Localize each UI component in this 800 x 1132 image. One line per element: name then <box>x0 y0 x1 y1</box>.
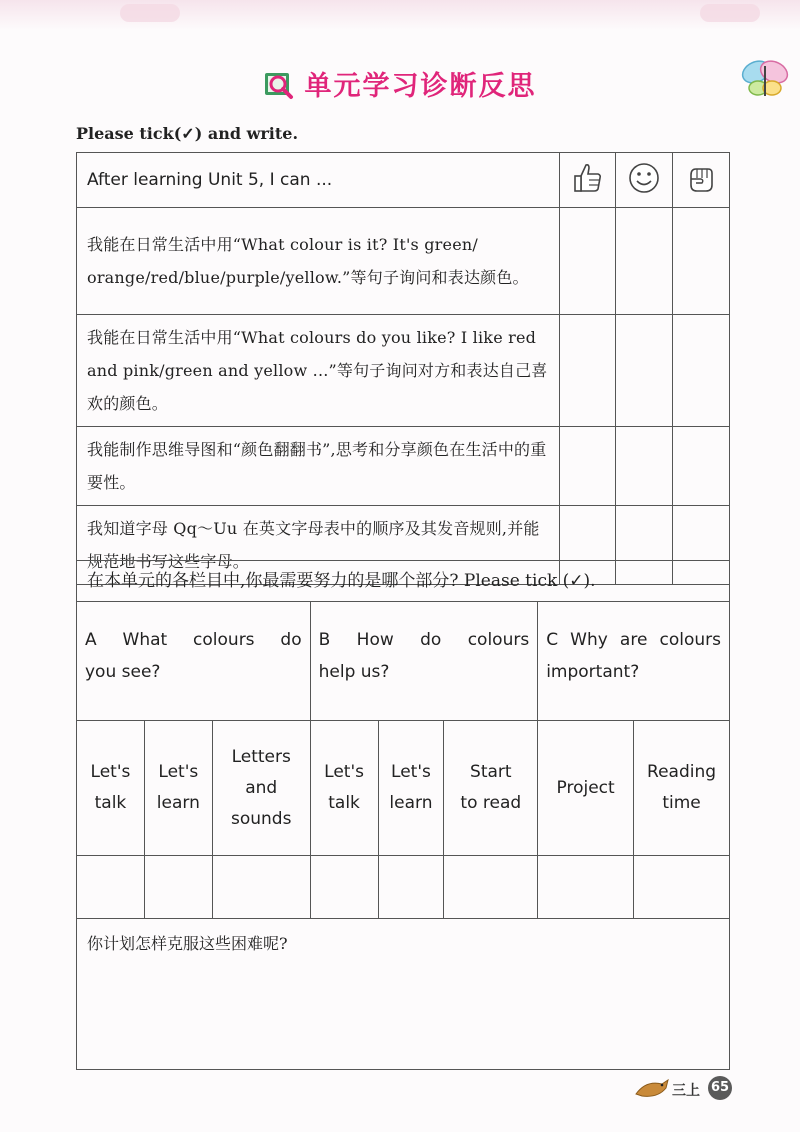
grade-label: 三上 <box>672 1083 700 1099</box>
tick-cell[interactable] <box>144 856 212 919</box>
tick-cell[interactable] <box>310 856 378 919</box>
subsection-label: Let's learn <box>378 721 444 856</box>
tick-cell[interactable] <box>616 208 673 315</box>
page-title-block <box>0 64 800 103</box>
section-label: important? <box>546 662 640 682</box>
section-row <box>77 602 730 721</box>
subsection-label: Letters and sounds <box>212 721 310 856</box>
fist-icon <box>684 161 718 195</box>
subsection-label: Reading time <box>634 721 730 856</box>
tick-cell[interactable] <box>77 856 145 919</box>
tick-cell[interactable] <box>444 856 538 919</box>
instruction-text: Please tick(✓) and write. <box>76 124 299 143</box>
section-label: help us? <box>318 662 390 682</box>
self-assessment-table <box>76 152 730 585</box>
page-number: 65 <box>708 1076 732 1100</box>
header-text: After learning Unit 5, I can ... <box>77 153 560 208</box>
section-label: C Why are colours <box>546 630 721 650</box>
tick-row <box>77 856 730 919</box>
fist-cell <box>673 153 730 208</box>
subsection-label: Project <box>538 721 634 856</box>
tick-cell[interactable] <box>538 856 634 919</box>
bird-icon <box>632 1074 672 1100</box>
tick-cell[interactable] <box>212 856 310 919</box>
section-label: A What colours do <box>85 630 302 650</box>
cloud-decoration <box>120 4 180 22</box>
section-a <box>77 602 311 721</box>
header-row <box>77 153 730 208</box>
section-label: B How do colours <box>318 630 530 650</box>
can-do-statement: 我能在日常生活中用“What colours do you like? I like red and pink/green and yellow ...”等句子询问对方和表达自己喜欢的颜色。 <box>77 315 560 427</box>
section-c <box>538 602 730 721</box>
can-do-statement: 我能在日常生活中用“What colour is it? It's green/ orange/red/blue/purple/yellow.”等句子询问和表达颜色。 <box>77 208 560 315</box>
tick-cell[interactable] <box>634 856 730 919</box>
table-row <box>77 427 730 506</box>
subsection-label: Start to read <box>444 721 538 856</box>
tick-cell[interactable] <box>378 856 444 919</box>
can-do-statement: 我能制作思维导图和“颜色翻翻书”,思考和分享颜色在生活中的重要性。 <box>77 427 560 506</box>
subsection-label: Let's learn <box>144 721 212 856</box>
effort-table <box>76 560 730 1070</box>
question-row <box>77 561 730 602</box>
tick-cell[interactable] <box>673 208 730 315</box>
tick-cell[interactable] <box>560 315 616 427</box>
page-title: 单元学习诊断反思 <box>304 71 537 102</box>
thumbs-up-icon <box>571 161 605 195</box>
cloud-decoration <box>700 4 760 22</box>
magnifier-book-icon <box>263 68 295 100</box>
thumbs-up-cell <box>560 153 616 208</box>
tick-cell[interactable] <box>616 315 673 427</box>
plan-writing-area[interactable] <box>77 919 730 1070</box>
table-row <box>77 208 730 315</box>
tick-cell[interactable] <box>560 208 616 315</box>
butterfly-icon <box>738 52 794 102</box>
tick-cell[interactable] <box>560 427 616 506</box>
can-do-statement: 我知道字母 Qq～Uu 在英文字母表中的顺序及其发音规则,并能规范地书写这些字母。 <box>77 506 560 585</box>
section-label: you see? <box>85 662 161 682</box>
smiley-icon <box>627 161 661 195</box>
tick-cell[interactable] <box>673 315 730 427</box>
effort-question: 在本单元的各栏目中,你最需要努力的是哪个部分? Please tick (✓). <box>77 561 730 602</box>
plan-row <box>77 919 730 1070</box>
tick-cell[interactable] <box>616 427 673 506</box>
subsection-label: Let's talk <box>310 721 378 856</box>
tick-cell[interactable] <box>673 427 730 506</box>
plan-prompt: 你计划怎样克服这些困难呢? <box>87 934 288 953</box>
subsection-label: Let's talk <box>77 721 145 856</box>
smiley-cell <box>616 153 673 208</box>
subsection-row <box>77 721 730 856</box>
section-b <box>310 602 538 721</box>
table-row <box>77 315 730 427</box>
